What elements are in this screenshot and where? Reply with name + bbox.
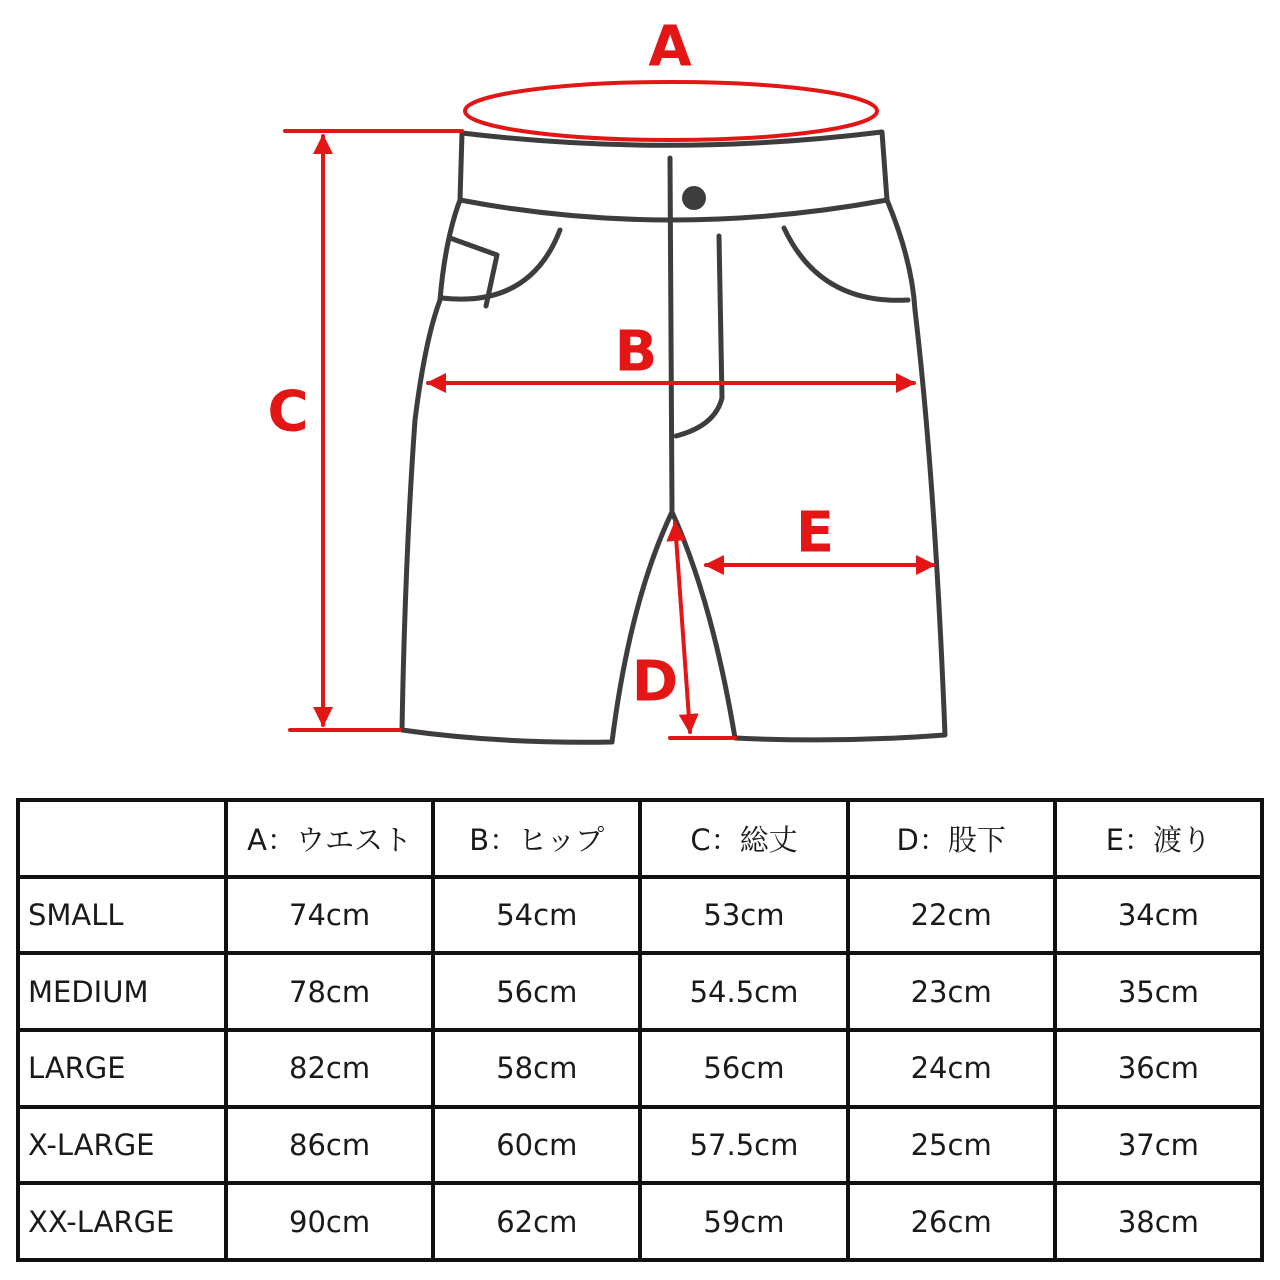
table-cell: 34cm <box>1055 877 1262 954</box>
table-cell: 58cm <box>433 1030 640 1107</box>
size-label: MEDIUM <box>18 953 226 1030</box>
button-icon <box>682 186 706 210</box>
table-cell: 90cm <box>226 1183 433 1260</box>
table-row <box>18 1183 1262 1260</box>
table-cell: 74cm <box>226 877 433 954</box>
size-label: X-LARGE <box>18 1107 226 1184</box>
header-hip: B：ヒップ <box>433 800 640 877</box>
size-label: SMALL <box>18 877 226 954</box>
table-cell: 82cm <box>226 1030 433 1107</box>
header-corner-cell <box>18 800 226 877</box>
header-waist: A：ウエスト <box>226 800 433 877</box>
size-chart-table <box>16 798 1264 1262</box>
table-cell: 53cm <box>640 877 847 954</box>
table-cell: 62cm <box>433 1183 640 1260</box>
table-cell: 54.5cm <box>640 953 847 1030</box>
table-cell: 37cm <box>1055 1107 1262 1184</box>
table-cell: 25cm <box>848 1107 1055 1184</box>
header-inseam: D：股下 <box>848 800 1055 877</box>
label-b: B <box>614 319 658 385</box>
header-total-length: C：総丈 <box>640 800 847 877</box>
table-cell: 35cm <box>1055 953 1262 1030</box>
table-cell: 26cm <box>848 1183 1055 1260</box>
size-label: LARGE <box>18 1030 226 1107</box>
label-d: D <box>631 649 679 715</box>
waist-measure-ellipse <box>465 82 877 140</box>
table-cell: 38cm <box>1055 1183 1262 1260</box>
label-e: E <box>795 500 835 566</box>
fly-center-line <box>670 158 672 510</box>
table-row <box>18 877 1262 954</box>
table-cell: 57.5cm <box>640 1107 847 1184</box>
label-a: A <box>648 14 692 80</box>
table-row <box>18 953 1262 1030</box>
table-row <box>18 1107 1262 1184</box>
table-cell: 60cm <box>433 1107 640 1184</box>
table-cell: 86cm <box>226 1107 433 1184</box>
header-thigh: E：渡り <box>1055 800 1262 877</box>
table-header-row <box>18 800 1262 877</box>
table-cell: 59cm <box>640 1183 847 1260</box>
size-label: XX-LARGE <box>18 1183 226 1260</box>
table-cell: 24cm <box>848 1030 1055 1107</box>
table-cell: 22cm <box>848 877 1055 954</box>
table-cell: 23cm <box>848 953 1055 1030</box>
table-cell: 56cm <box>640 1030 847 1107</box>
table-cell: 56cm <box>433 953 640 1030</box>
table-cell: 54cm <box>433 877 640 954</box>
label-c: C <box>267 379 309 445</box>
table-row <box>18 1030 1262 1107</box>
table-cell: 78cm <box>226 953 433 1030</box>
table-cell: 36cm <box>1055 1030 1262 1107</box>
